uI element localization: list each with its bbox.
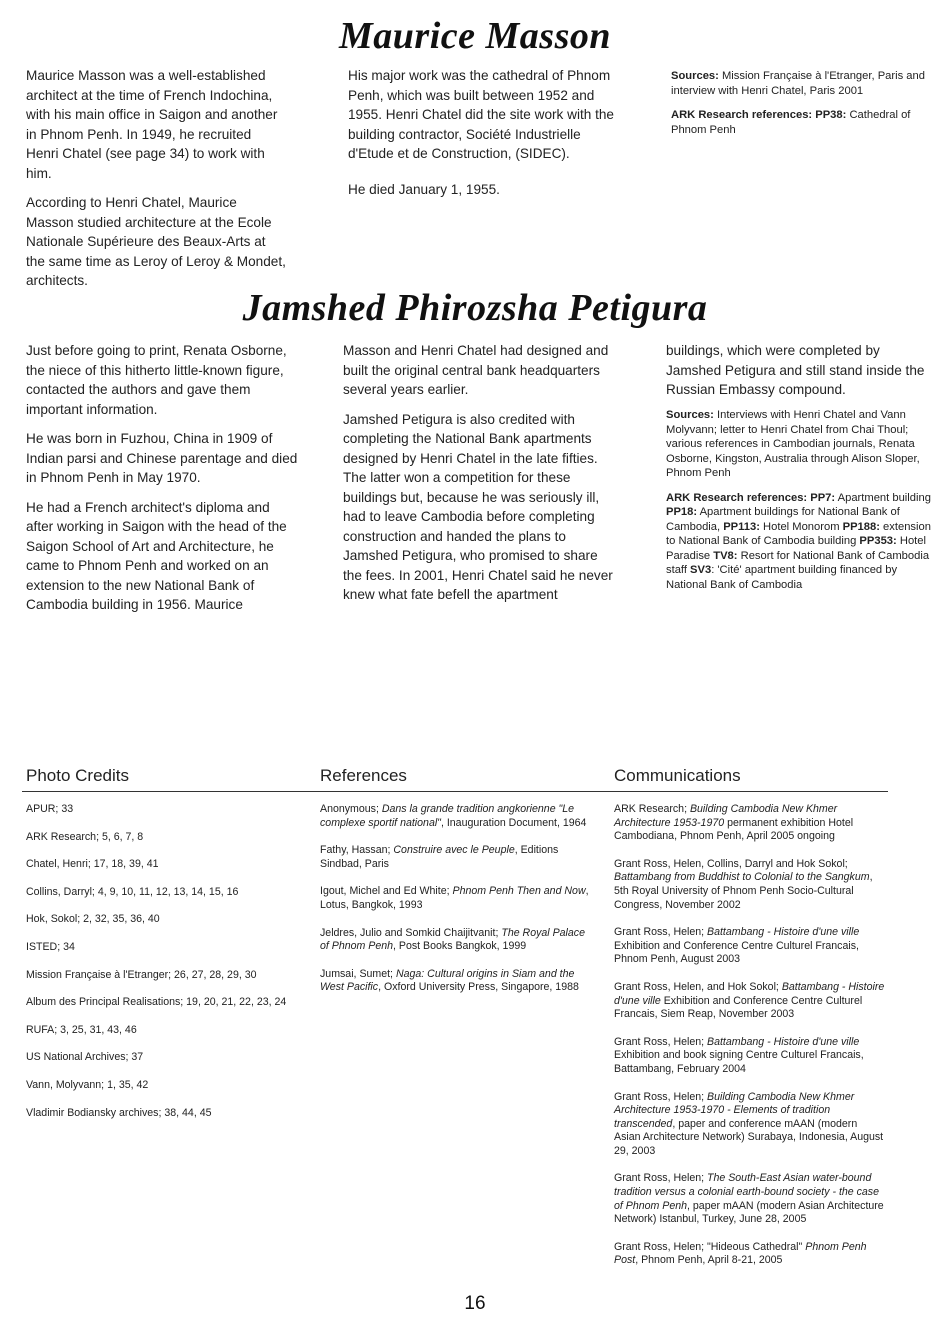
masson-col-2 xyxy=(348,66,620,209)
title-text: Battambang - Histoire d'une ville xyxy=(707,926,860,939)
title-text: Phnom Penh Post xyxy=(614,1240,867,1267)
reference-item xyxy=(320,844,592,871)
title-text: Battambang - Histoire d'une ville xyxy=(614,980,885,1007)
petigura-ark-references xyxy=(666,491,934,593)
communication-item xyxy=(614,926,886,967)
title-text: Construire avec le Peuple xyxy=(393,844,515,857)
photo-credit-item: Collins, Darryl; 4, 9, 10, 11, 12, 13, 14, 15, 16 xyxy=(26,885,239,898)
ark-code: PP188: xyxy=(842,520,880,533)
photo-credit-item: Vann, Molyvann; 1, 35, 42 xyxy=(26,1078,149,1091)
citation-text: Jeldres, Julio and Somkid Chaijitvanit; xyxy=(320,926,502,939)
citation-text: Grant Ross, Helen; xyxy=(614,1035,708,1048)
masson-title: Maurice Masson xyxy=(339,15,611,57)
citation-text: Exhibition and book signing Centre Culturel Francais, Battambang, February 2004 xyxy=(614,1049,864,1075)
citation-text: , Oxford University Press, Singapore, 1988 xyxy=(378,981,579,994)
references-header: References xyxy=(320,766,407,785)
petigura-col-2 xyxy=(343,341,615,615)
sources-label: Sources: xyxy=(666,409,714,421)
communication-item xyxy=(614,1241,886,1268)
citation-text: Grant Ross, Helen; "Hideous Cathedral" xyxy=(614,1240,806,1253)
ark-code: SV3 xyxy=(690,564,712,576)
citation-text: Exhibition and Conference Centre Culturel Francais, Siem Reap, November 2003 xyxy=(614,994,863,1021)
photo-credit-item: ARK Research; 5, 6, 7, 8 xyxy=(26,830,144,843)
citation-text: Grant Ross, Helen; xyxy=(614,1090,708,1103)
reference-item xyxy=(320,803,592,830)
communication-item xyxy=(614,1091,886,1159)
communication-item xyxy=(614,1172,886,1226)
photo-credit-item: Vladimir Bodiansky archives; 38, 44, 45 xyxy=(26,1106,212,1119)
reference-item xyxy=(320,885,592,912)
paragraph: According to Henri Chatel, Maurice Masson studied architecture at the Ecole Nationale Supérieure des Beaux-Arts at the same time as Leroy of Leroy & Mondet, architects. xyxy=(26,195,286,288)
citation-text: , paper and conference mAAN (modern Asian Architecture Network) Surabaya, Indonesia, August 29, 2003 xyxy=(614,1117,884,1157)
paragraph: He had a French architect's diploma and after working in Saigon with the head of the Saigon School of Art and Architecture, he came to Phnom Penh and worked on an extension to the new National Bank of Cambodia building in 1956. Maurice xyxy=(26,499,287,612)
petigura-sources xyxy=(666,408,934,481)
citation-text: Grant Ross, Helen, Collins, Darryl and Hok Sokol; xyxy=(614,857,848,870)
photo-credit-item: RUFA; 3, 25, 31, 43, 46 xyxy=(26,1023,137,1036)
citation-text: Exhibition and Conference Centre Culturel Francais, Phnom Penh, August 2003 xyxy=(614,939,859,966)
ark-text: Cathedral of Phnom Penh xyxy=(671,109,911,136)
communication-item xyxy=(614,858,886,912)
paragraph: buildings, which were completed by Jamshed Petigura and still stand inside the Russian Embassy compound. xyxy=(666,343,925,397)
title-text: Building Cambodia New Khmer Architecture 1953-1970 xyxy=(614,803,838,829)
citation-text: ARK Research; xyxy=(614,803,690,815)
title-text: Building Cambodia New Khmer Architecture 1953-1970 - Elements of tradition transcended xyxy=(614,1090,855,1130)
masson-col-1 xyxy=(26,66,286,301)
ark-description: Hotel Monorom xyxy=(759,520,843,533)
masson-sources xyxy=(671,69,939,98)
citation-text: , Lotus, Bangkok, 1993 xyxy=(320,885,589,911)
paragraph: Masson and Henri Chatel had designed and built the original central bank headquarters several years earlier. xyxy=(343,343,609,397)
communications-list xyxy=(614,803,886,1282)
petigura-col-3 xyxy=(666,341,938,410)
photo-credit-item: Chatel, Henri; 17, 18, 39, 41 xyxy=(26,858,159,871)
paragraph: He was born in Fuzhou, China in 1909 of Indian parsi and Chinese parentage and died in Phnom Penh in May 1970. xyxy=(26,431,298,485)
citation-text: Jumsai, Sumet; xyxy=(320,967,396,980)
citation-text: , 5th Royal University of Phnom Penh Socio-Cultural Congress, November 2002 xyxy=(614,871,873,911)
communication-item xyxy=(614,1036,886,1077)
communication-item xyxy=(614,981,886,1022)
citation-text: , Phnom Penh, April 8-21, 2005 xyxy=(635,1254,783,1267)
communications-header: Communications xyxy=(614,766,741,785)
ark-description: Resort for National Bank of Cambodia staff xyxy=(666,549,930,576)
title-text: Battambang from Buddhist to Colonial to the Sangkum xyxy=(614,871,870,884)
petigura-col-1 xyxy=(26,341,298,625)
ark-description: Apartment building xyxy=(835,491,931,504)
title-text: Battambang - Histoire d'une ville xyxy=(707,1035,860,1048)
photo-credit-item: Mission Française à l'Etranger; 26, 27, 28, 29, 30 xyxy=(26,968,257,981)
paragraph: His major work was the cathedral of Phnom Penh, which was built between 1952 and 1955. Henri Chatel did the site work with the building contractor, Société Industrielle d'Etude et de Construction, (SIDEC). xyxy=(348,68,614,161)
citation-text: , Post Books Bangkok, 1999 xyxy=(393,940,527,953)
photo-credit-item: APUR; 33 xyxy=(26,803,74,815)
ark-code: TV8: xyxy=(713,549,738,562)
citation-text: Igout, Michel and Ed White; xyxy=(320,885,453,898)
title-text: Naga: Cultural origins in Siam and the West Pacific xyxy=(320,967,575,994)
ark-description: Hotel Paradise xyxy=(666,535,926,562)
ark-description: Apartment buildings for National Bank of Cambodia, xyxy=(666,506,900,533)
masson-ark-references xyxy=(671,108,939,137)
sources-text: Mission Française à l'Etranger, Paris and interview with Henri Chatel, Paris 2001 xyxy=(671,70,925,97)
reference-item xyxy=(320,968,592,995)
title-text: Phnom Penh Then and Now xyxy=(452,885,586,898)
petigura-sources-block xyxy=(666,408,934,602)
photo-credits-list xyxy=(26,803,292,1134)
ark-code: PP18: xyxy=(666,506,698,518)
photo-credits-header: Photo Credits xyxy=(26,766,129,785)
ark-code: PP353: xyxy=(859,535,897,547)
sources-text: Interviews with Henri Chatel and Vann Molyvann; letter to Henri Chatel from Chai Thoul; various references in Cambodian journals, Renata Osborne, Kingston, Australia through Alison Sloper, Phnom Penh xyxy=(666,409,920,479)
paragraph: He died January 1, 1955. xyxy=(348,181,500,197)
title-text: The Royal Palace of Phnom Penh xyxy=(320,926,585,953)
paragraph: Just before going to print, Renata Osborne, the niece of this hitherto little-known figure, contacted the authors and gave them important information. xyxy=(26,343,287,417)
petigura-title: Jamshed Phirozsha Petigura xyxy=(242,287,708,329)
sources-label: Sources: xyxy=(671,70,719,82)
citation-text: Anonymous; xyxy=(320,803,382,815)
photo-credit-item: ISTED; 34 xyxy=(26,940,75,953)
ark-label: ARK Research references: PP38: xyxy=(671,109,847,121)
photo-credit-item: US National Archives; 37 xyxy=(26,1051,144,1064)
ark-description: : 'Cité' apartment building financed by National Bank of Cambodia xyxy=(666,564,898,591)
ark-description: extension to National Bank of Cambodia building xyxy=(666,520,931,547)
citation-text: Grant Ross, Helen; xyxy=(614,926,708,939)
credits-divider xyxy=(22,791,888,792)
photo-credit-item: Hok, Sokol; 2, 32, 35, 36, 40 xyxy=(26,913,160,926)
paragraph: Jamshed Petigura is also credited with completing the National Bank apartments designed by Henri Chatel in the late fifties. The latter won a competition for these buildings but, because he was seriously ill, had to leave Cambodia before completing construction and handed the plans to Jamshed Petigura, who promised to share the fees. In 2001, Henri Chatel said he never knew what fate befell the apartment xyxy=(343,411,613,602)
references-list xyxy=(320,803,592,1009)
ark-code: ARK Research references: PP7: xyxy=(666,491,836,504)
ark-code: PP113: xyxy=(723,520,760,533)
masson-sources-block xyxy=(671,69,939,147)
citation-text: permanent exhibition Hotel Cambodiana, Phnom Penh, April 2005 ongoing xyxy=(614,816,854,843)
page-number: 16 xyxy=(464,1293,486,1314)
citation-text: , Editions Sindbad, Paris xyxy=(320,844,559,870)
title-text: The South-East Asian water-bound tradition versus a colonial earth-bound society - the case of Phnom Penh xyxy=(614,1172,879,1212)
citation-text: Grant Ross, Helen; xyxy=(614,1172,708,1185)
citation-text: , paper mAAN (modern Asian Architecture Network) Istanbul, Turkey, June 28, 2005 xyxy=(614,1199,884,1226)
citation-text: Grant Ross, Helen, and Hok Sokol; xyxy=(614,980,782,993)
title-text: Dans la grande tradition angkorienne "Le complexe sportif national" xyxy=(320,803,575,829)
reference-item xyxy=(320,927,592,954)
citation-text: Fathy, Hassan; xyxy=(320,844,394,857)
communication-item xyxy=(614,803,886,844)
paragraph: Maurice Masson was a well-established architect at the time of French Indochina, with his main office in Saigon and another in Phnom Penh. In 1949, he recruited Henri Chatel (see page 34) to work with him. xyxy=(26,68,278,181)
photo-credit-item: Album des Principal Realisations; 19, 20, 21, 22, 23, 24 xyxy=(26,996,287,1009)
citation-text: , Inauguration Document, 1964 xyxy=(440,816,587,829)
